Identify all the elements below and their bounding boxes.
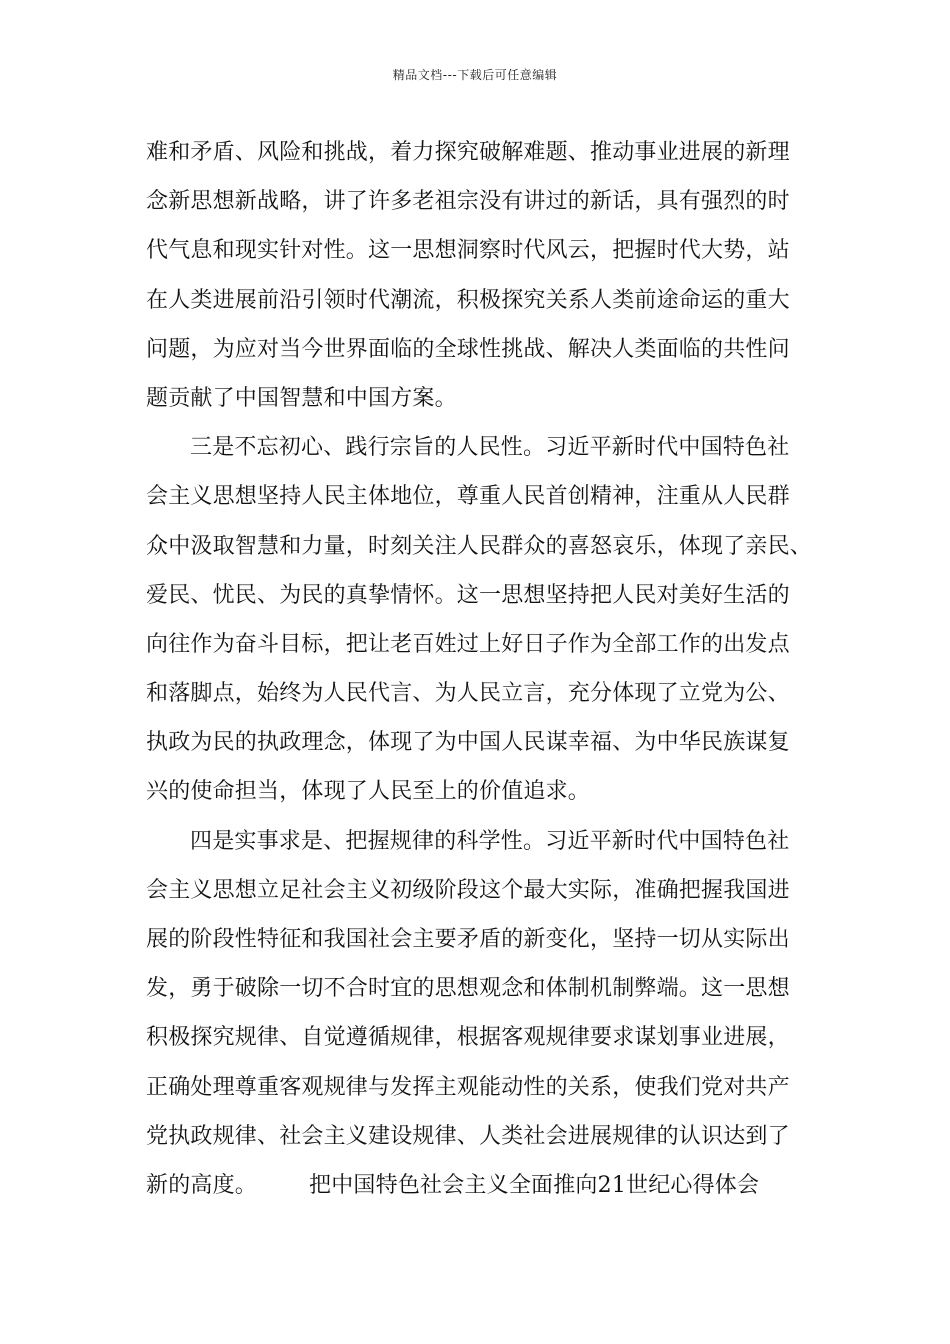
text-line: 代气息和现实针对性。这一思想洞察时代风云，把握时代大势，站 — [146, 238, 790, 264]
text-line: 向往作为奋斗目标，把让老百姓过上好日子作为全部工作的出发点 — [146, 631, 790, 657]
text-line: 党执政规律、社会主义建设规律、人类社会进展规律的认识达到了 — [146, 1123, 790, 1149]
document-body — [146, 128, 816, 1210]
text-line: 四是实事求是、把握规律的科学性。习近平新时代中国特色社 — [190, 828, 790, 854]
final-line — [146, 1161, 816, 1210]
text-line: 发，勇于破除一切不合时宜的思想观念和体制机制弊端。这一思想 — [146, 976, 790, 1002]
text-line: 难和矛盾、风险和挑战，着力探究破解难题、推动事业进展的新理 — [146, 140, 790, 165]
text-line: 展的阶段性特征和我国社会主要矛盾的新变化，坚持一切从实际出 — [146, 927, 790, 952]
text-line: 正确处理尊重客观规律与发挥主观能动性的关系，使我们党对共产 — [146, 1074, 790, 1100]
final-line-text: 新的高度。 — [146, 1172, 258, 1198]
text-line: 积极探究规律、自觉遵循规律，根据客观规律要求谋划事业进展， — [146, 1025, 790, 1051]
text-line: 爱民、忧民、为民的真挚情怀。这一思想坚持把人民对美好生活的 — [146, 582, 790, 608]
document-title: 把中国特色社会主义全面推向21世纪心得体会 — [309, 1172, 760, 1198]
text-line: 兴的使命担当，体现了人民至上的价值追求。 — [146, 779, 591, 805]
text-line: 执政为民的执政理念，体现了为中国人民谋幸福、为中华民族谋复 — [146, 730, 790, 756]
text-line: 会主义思想立足社会主义初级阶段这个最大实际，准确把握我国进 — [146, 877, 790, 903]
text-line: 众中汲取智慧和力量，时刻关注人民群众的喜怒哀乐，体现了亲民、 — [146, 533, 813, 559]
text-line: 题贡献了中国智慧和中国方案。 — [146, 385, 457, 411]
text-line: 三是不忘初心、践行宗旨的人民性。习近平新时代中国特色社 — [190, 435, 790, 461]
text-line: 会主义思想坚持人民主体地位，尊重人民首创精神，注重从人民群 — [146, 484, 790, 510]
text-line: 问题，为应对当今世界面临的全球性挑战、解决人类面临的共性问 — [146, 336, 790, 362]
text-line: 在人类进展前沿引领时代潮流，积极探究关系人类前途命运的重大 — [146, 287, 790, 313]
text-line: 和落脚点，始终为人民代言、为人民立言，充分体现了立党为公、 — [146, 681, 790, 707]
text-line: 念新思想新战略，讲了许多老祖宗没有讲过的新话，具有强烈的时 — [146, 189, 790, 215]
page-header: 精品文档---下载后可任意编辑 — [392, 68, 558, 82]
